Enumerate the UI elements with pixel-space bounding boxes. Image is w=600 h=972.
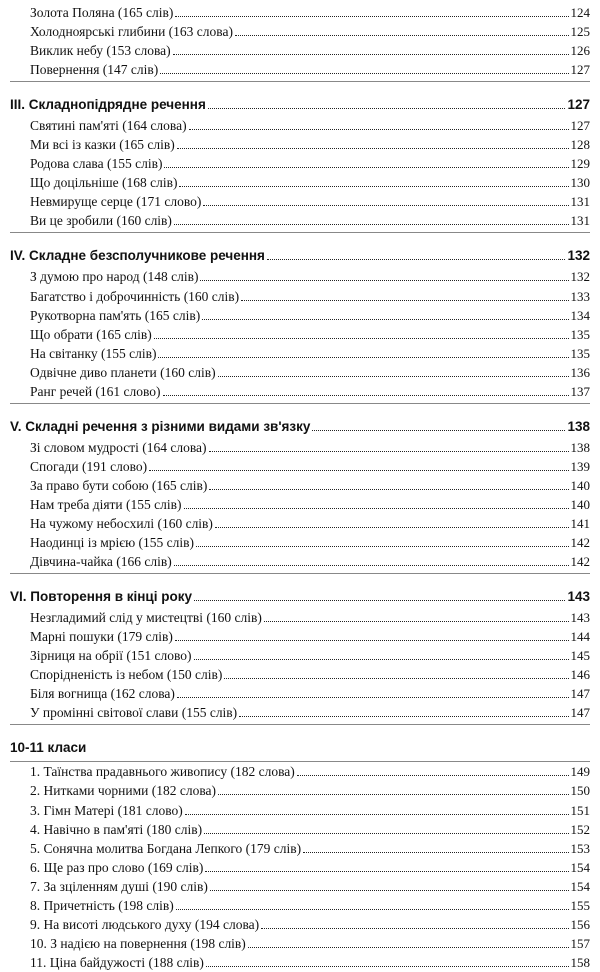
dot-leader <box>218 794 568 795</box>
dot-leader <box>175 16 568 17</box>
toc-entry[interactable] <box>30 608 590 627</box>
entry-page: 154 <box>570 859 590 875</box>
entry-page: 146 <box>570 667 590 683</box>
entry-title: Багатство і доброчинність (160 слів) <box>30 288 240 304</box>
entry-page: 140 <box>570 496 590 512</box>
toc-entry[interactable] <box>30 684 590 703</box>
entry-page: 144 <box>570 629 590 645</box>
entry-page: 147 <box>570 705 590 721</box>
toc-entry[interactable] <box>30 495 590 514</box>
toc-entry[interactable] <box>30 762 590 781</box>
toc-entry[interactable] <box>30 953 590 972</box>
section-heading[interactable] <box>10 94 590 116</box>
classes-heading: 10-11 класи <box>10 740 87 756</box>
top-entries <box>0 3 600 79</box>
dot-leader <box>149 470 568 471</box>
dot-leader <box>164 167 568 168</box>
dot-leader <box>206 966 569 967</box>
entry-title: Ранг речей (161 слово) <box>30 383 161 399</box>
section-heading[interactable] <box>10 416 590 438</box>
section-heading[interactable] <box>10 586 590 608</box>
entry-page: 135 <box>570 326 590 342</box>
toc-entry[interactable] <box>30 22 590 41</box>
toc-entry[interactable] <box>30 514 590 533</box>
toc-entry[interactable] <box>30 116 590 135</box>
entry-title: Виклик небу (153 слова) <box>30 43 171 59</box>
toc-entry[interactable] <box>30 476 590 495</box>
section-title: III. Складнопідрядне речення <box>10 97 206 113</box>
dot-leader <box>158 357 568 358</box>
section-page: 138 <box>567 418 590 434</box>
dot-leader <box>196 546 569 547</box>
entry-title: Рукотворна пам'ять (165 слів) <box>30 307 201 323</box>
entry-title: 10. З надією на повернення (198 слів) <box>30 935 246 951</box>
entry-page: 134 <box>570 307 590 323</box>
toc-entry[interactable] <box>30 306 590 325</box>
entry-page: 155 <box>570 897 590 913</box>
section-entries <box>0 438 600 571</box>
entry-page: 142 <box>570 554 590 570</box>
entry-page: 137 <box>570 383 590 399</box>
dot-leader <box>154 338 569 339</box>
dot-leader <box>218 376 569 377</box>
entry-title: Холодноярські глибини (163 слова) <box>30 24 233 40</box>
dot-leader <box>202 319 568 320</box>
entry-title: 5. Сонячна молитва Богдана Лепкого (179 слів) <box>30 840 302 856</box>
toc-entry[interactable] <box>30 703 590 722</box>
dot-leader <box>194 659 569 660</box>
toc-entry[interactable] <box>30 154 590 173</box>
section-entries <box>0 608 600 722</box>
entry-page: 150 <box>570 783 590 799</box>
toc-entry[interactable] <box>30 325 590 344</box>
entry-title: 9. На висоті людського духу (194 слова) <box>30 916 260 932</box>
entry-title: Святині пам'яті (164 слова) <box>30 118 187 134</box>
dot-leader <box>204 833 568 834</box>
section-entries <box>0 267 600 400</box>
dot-leader <box>224 678 568 679</box>
entry-title: За право бути собою (165 слів) <box>30 477 208 493</box>
entry-page: 152 <box>570 821 590 837</box>
dot-leader <box>176 909 569 910</box>
entry-page: 142 <box>570 535 590 551</box>
dot-leader <box>208 108 566 109</box>
section-heading[interactable] <box>10 245 590 267</box>
entry-page: 131 <box>570 194 590 210</box>
dot-leader <box>248 947 569 948</box>
toc-entry[interactable] <box>30 363 590 382</box>
entry-page: 127 <box>570 118 590 134</box>
entry-title: Золота Поляна (165 слів) <box>30 5 174 20</box>
dot-leader <box>189 129 569 130</box>
entry-title: Що доцільніше (168 слів) <box>30 175 178 191</box>
dot-leader <box>235 35 569 36</box>
toc-entry[interactable] <box>30 192 590 211</box>
entry-page: 133 <box>570 288 590 304</box>
entry-title: Зірниця на обрії (151 слово) <box>30 648 192 664</box>
toc-entry[interactable] <box>30 552 590 571</box>
entry-title: Біля вогнища (162 слова) <box>30 686 175 702</box>
toc-entry[interactable] <box>30 41 590 60</box>
entry-title: Нам треба діяти (155 слів) <box>30 496 182 512</box>
dot-leader <box>312 430 565 431</box>
toc-entry[interactable] <box>30 896 590 915</box>
dot-leader <box>174 565 569 566</box>
dot-leader <box>174 224 569 225</box>
dot-leader <box>185 814 569 815</box>
entry-title: Марні пошуки (179 слів) <box>30 629 173 645</box>
entry-page: 129 <box>570 156 590 172</box>
toc-entry[interactable] <box>30 839 590 858</box>
section-title: IV. Складне безсполучникове речення <box>10 248 265 264</box>
toc-entry[interactable] <box>30 820 590 839</box>
entry-page: 149 <box>570 764 590 780</box>
section-divider <box>10 81 590 82</box>
toc-entry[interactable] <box>30 858 590 877</box>
dot-leader <box>203 205 568 206</box>
entry-page: 132 <box>570 269 590 285</box>
entry-page: 157 <box>570 935 590 951</box>
dot-leader <box>177 148 569 149</box>
dot-leader <box>264 621 569 622</box>
dot-leader <box>194 600 566 601</box>
toc-entry[interactable] <box>30 646 590 665</box>
dot-leader <box>267 259 566 260</box>
entry-page: 156 <box>570 916 590 932</box>
entry-page: 145 <box>570 648 590 664</box>
section-divider <box>10 573 590 574</box>
toc-entry[interactable] <box>30 627 590 646</box>
entry-page: 127 <box>570 62 590 78</box>
section-page: 143 <box>567 589 590 605</box>
entry-page: 138 <box>570 439 590 455</box>
dot-leader <box>175 640 569 641</box>
entry-title: Дівчина-чайка (166 слів) <box>30 554 172 570</box>
entry-page: 154 <box>570 878 590 894</box>
entry-title: Невмируще серце (171 слово) <box>30 194 202 210</box>
entry-page: 158 <box>570 954 590 970</box>
entry-title: 3. Гімн Матері (181 слово) <box>30 802 183 818</box>
entry-title: Що обрати (165 слів) <box>30 326 152 342</box>
entry-title: Незгладимий слід у мистецтві (160 слів) <box>30 610 262 626</box>
dot-leader <box>303 852 568 853</box>
entry-title: Одвічне диво планети (160 слів) <box>30 364 216 380</box>
toc-entry[interactable] <box>30 173 590 192</box>
dot-leader <box>210 890 569 891</box>
toc-entry[interactable] <box>30 287 590 306</box>
entry-page: 153 <box>570 840 590 856</box>
entry-page: 125 <box>570 24 590 40</box>
dot-leader <box>200 280 568 281</box>
entry-title: 1. Таїнства прадавнього живопису (182 слова) <box>30 764 295 780</box>
dot-leader <box>184 508 569 509</box>
toc-entry[interactable] <box>30 382 590 401</box>
toc-entry[interactable] <box>30 344 590 363</box>
entry-title: Зі словом мудрості (164 слова) <box>30 439 207 455</box>
section-divider <box>10 724 590 725</box>
classes-entries <box>0 762 600 972</box>
entry-title: Наодинці із мрією (155 слів) <box>30 535 194 551</box>
toc-entry[interactable] <box>30 934 590 953</box>
entry-title: 2. Нитками чорними (182 слова) <box>30 783 217 799</box>
toc-entry[interactable] <box>30 135 590 154</box>
entry-page: 141 <box>570 515 590 531</box>
entry-title: У промінні світової слави (155 слів) <box>30 705 238 721</box>
toc-entry[interactable] <box>30 877 590 896</box>
toc-entry[interactable] <box>30 457 590 476</box>
section-page: 127 <box>567 97 590 113</box>
dot-leader <box>209 451 569 452</box>
entry-page: 136 <box>570 364 590 380</box>
section-title: V. Складні речення з різними видами зв'язку <box>10 418 311 434</box>
toc-entry[interactable] <box>30 665 590 684</box>
section-page: 132 <box>567 248 590 264</box>
section-entries <box>0 116 600 230</box>
entry-title: Спорідненість із небом (150 слів) <box>30 667 223 683</box>
dot-leader <box>241 300 568 301</box>
entry-title: 4. Навічно в пам'яті (180 слів) <box>30 821 203 837</box>
toc-entry[interactable] <box>30 60 590 79</box>
entry-page: 147 <box>570 686 590 702</box>
dot-leader <box>160 73 568 74</box>
toc-entry[interactable] <box>30 533 590 552</box>
entry-title: На світанку (155 слів) <box>30 345 157 361</box>
entry-title: 7. За зціленням душі (190 слів) <box>30 878 208 894</box>
section-divider <box>10 403 590 404</box>
entry-page: 124 <box>570 5 590 20</box>
toc-entry[interactable] <box>30 801 590 820</box>
dot-leader <box>239 716 568 717</box>
section-title: VI. Повторення в кінці року <box>10 589 192 605</box>
section-divider <box>10 232 590 233</box>
entry-title: З думою про народ (148 слів) <box>30 269 199 285</box>
entry-page: 128 <box>570 137 590 153</box>
dot-leader <box>297 775 569 776</box>
toc-entry[interactable] <box>30 915 590 934</box>
entry-page: 139 <box>570 458 590 474</box>
entry-title: 6. Ще раз про слово (169 слів) <box>30 859 204 875</box>
dot-leader <box>179 186 568 187</box>
entry-title: Повернення (147 слів) <box>30 62 159 78</box>
entry-page: 135 <box>570 345 590 361</box>
entry-title: 8. Причетність (198 слів) <box>30 897 174 913</box>
entry-page: 140 <box>570 477 590 493</box>
entry-page: 131 <box>570 213 590 229</box>
entry-page: 151 <box>570 802 590 818</box>
toc-entry[interactable] <box>30 3 590 22</box>
entry-title: Родова слава (155 слів) <box>30 156 163 172</box>
entry-page: 126 <box>570 43 590 59</box>
entry-title: 11. Ціна байдужості (188 слів) <box>30 954 204 970</box>
dot-leader <box>205 871 568 872</box>
dot-leader <box>215 527 569 528</box>
entry-title: Спогади (191 слово) <box>30 458 148 474</box>
entry-page: 143 <box>570 610 590 626</box>
entry-title: Ми всі із казки (165 слів) <box>30 137 175 153</box>
entry-page: 130 <box>570 175 590 191</box>
toc-entry[interactable] <box>30 438 590 457</box>
dot-leader <box>163 395 569 396</box>
toc-entry[interactable] <box>30 781 590 800</box>
toc-entry[interactable] <box>30 211 590 230</box>
dot-leader <box>209 489 568 490</box>
entry-title: На чужому небосхилі (160 слів) <box>30 515 213 531</box>
dot-leader <box>173 54 569 55</box>
dot-leader <box>177 697 569 698</box>
entry-title: Ви це зробили (160 слів) <box>30 213 172 229</box>
dot-leader <box>261 928 568 929</box>
toc-entry[interactable] <box>30 267 590 286</box>
